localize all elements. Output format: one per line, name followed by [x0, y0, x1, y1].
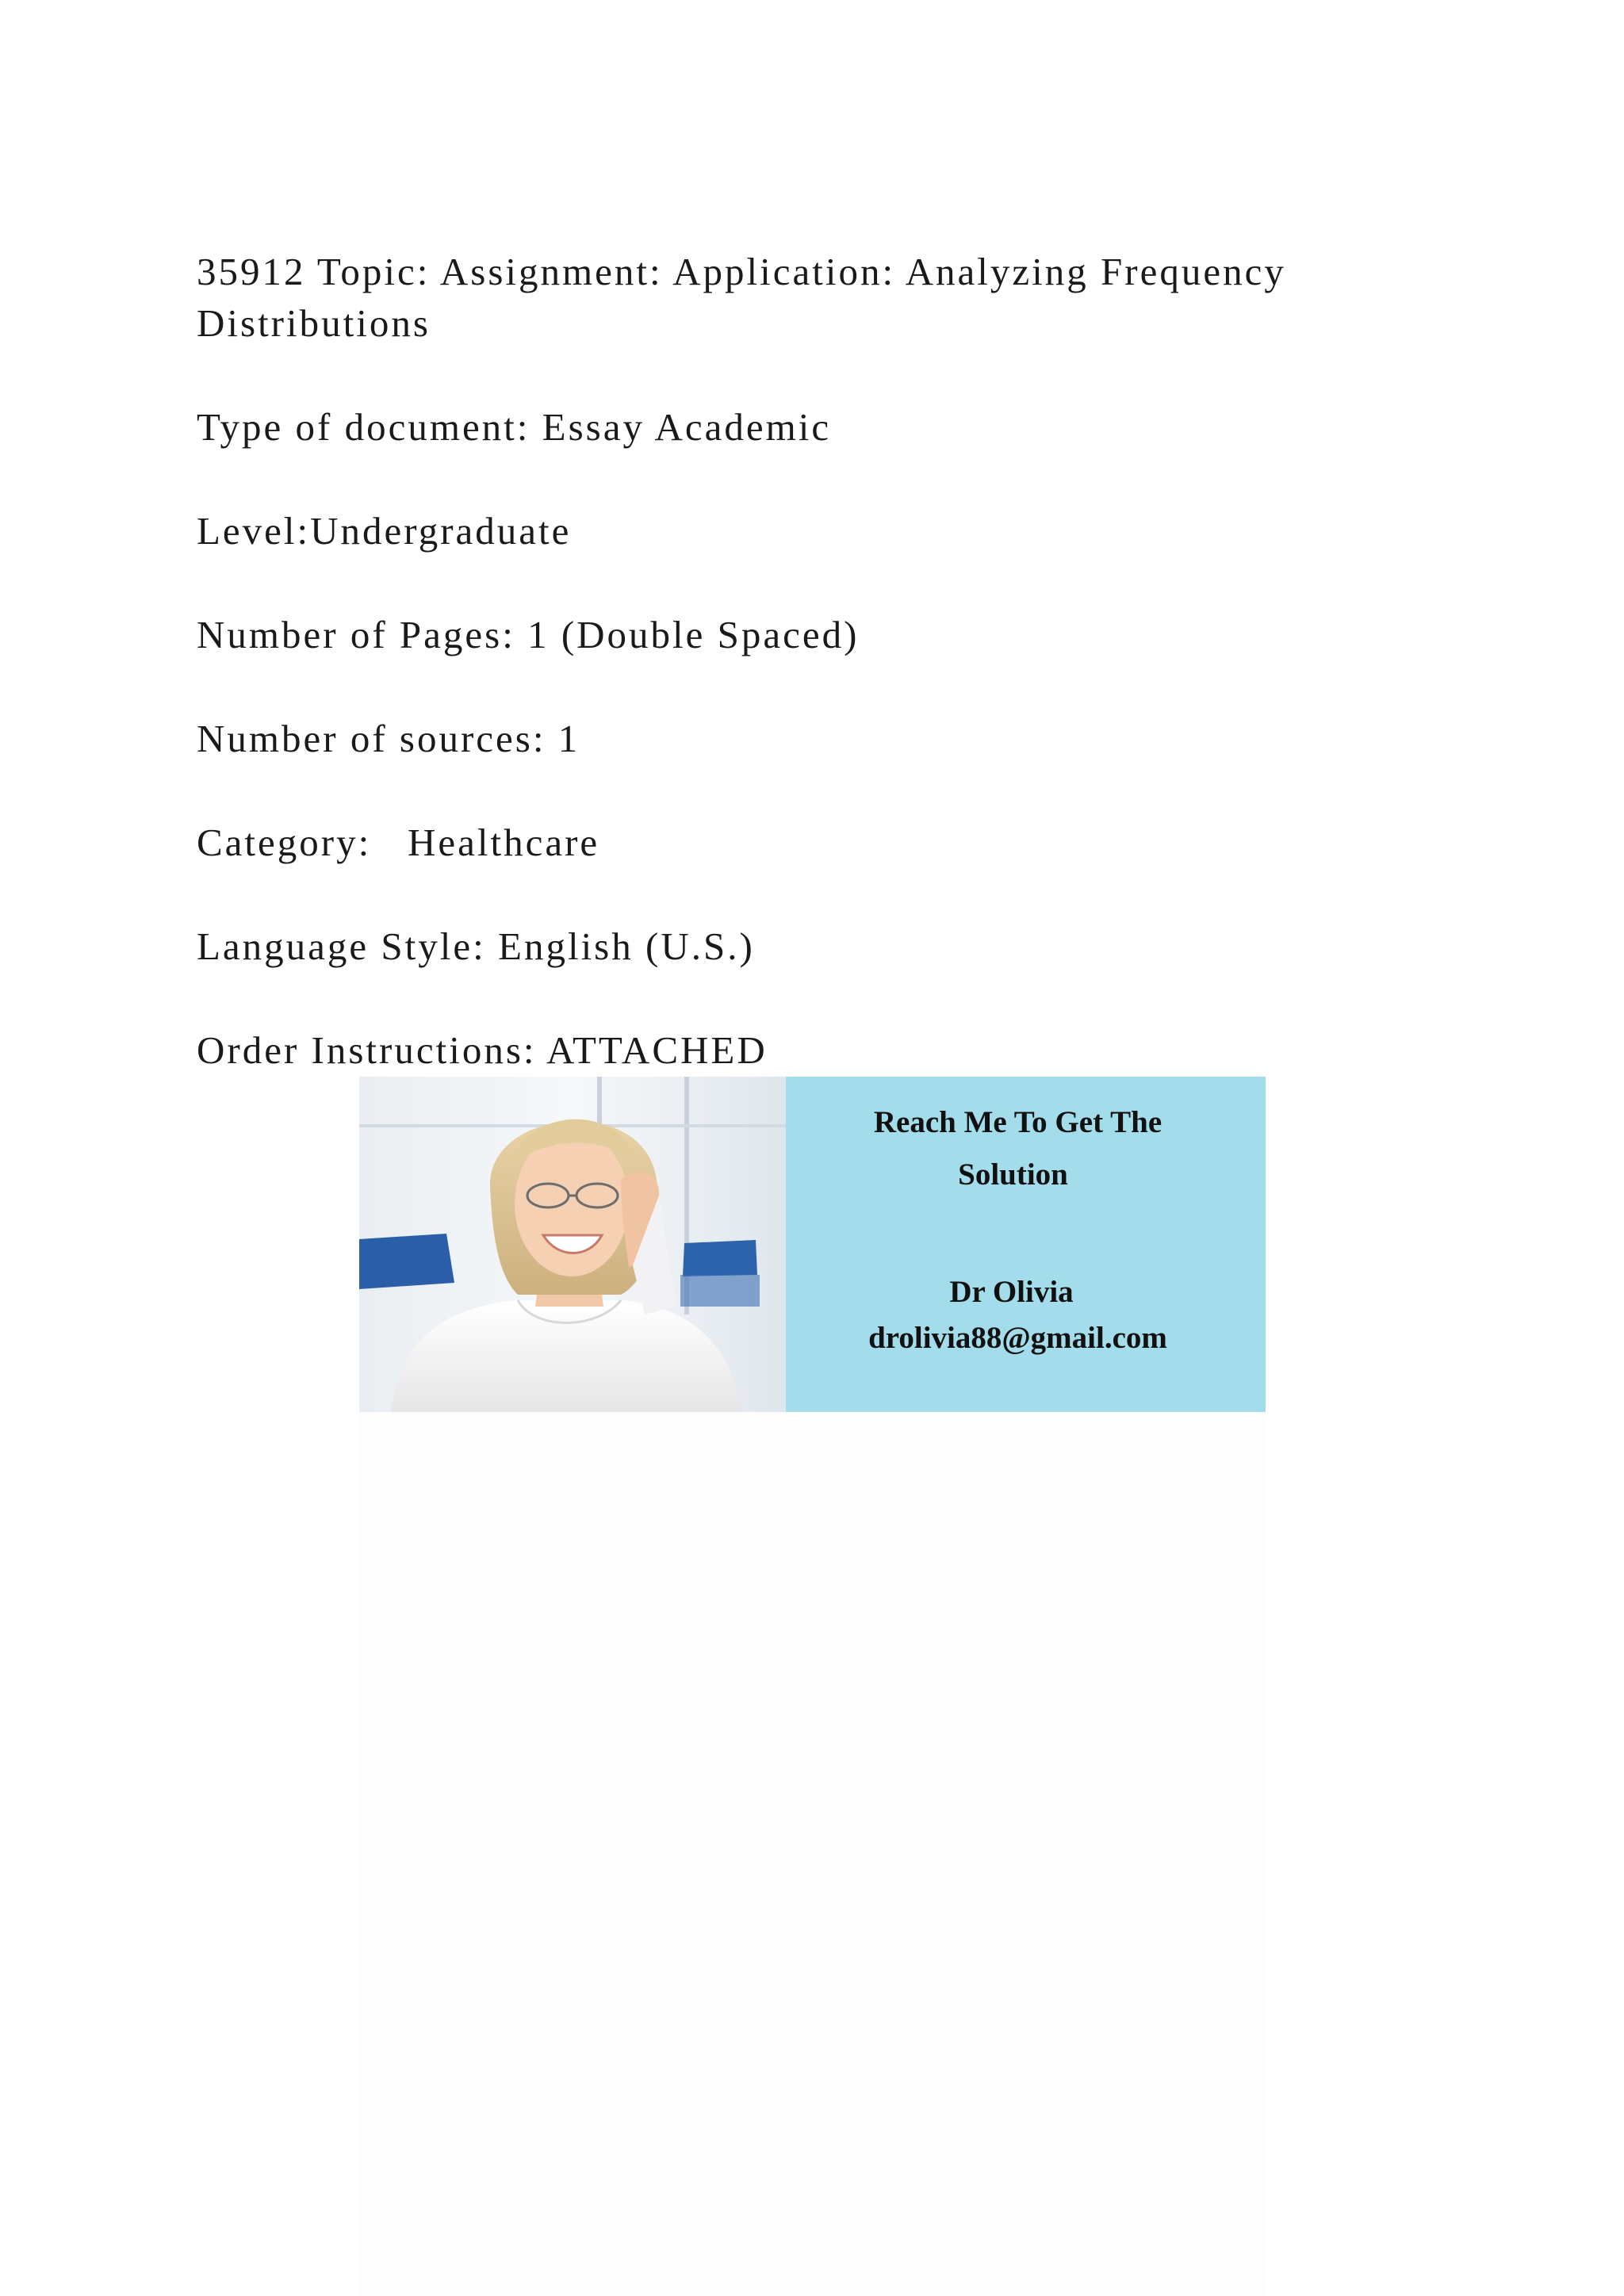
order-instructions-line: Order Instructions: ATTACHED: [197, 1028, 768, 1072]
document-type-line: Type of document: Essay Academic: [197, 405, 832, 449]
cta-headline: Reach Me To Get The: [873, 1105, 1162, 1139]
contact-email: drolivia88@gmail.com: [868, 1321, 1167, 1355]
level-line: Level:Undergraduate: [197, 509, 572, 553]
cta-subline: Solution: [958, 1158, 1068, 1192]
contact-name: Dr Olivia: [949, 1275, 1074, 1309]
order-details: [197, 246, 1434, 1076]
blank-image-area: [359, 1412, 1266, 2296]
contact-info-panel: [786, 1077, 1266, 1412]
category-line: Category: Healthcare: [197, 821, 600, 864]
sources-line: Number of sources: 1: [197, 717, 580, 760]
pages-line: Number of Pages: 1 (Double Spaced): [197, 613, 860, 656]
smiling-woman-photo: [359, 1077, 786, 1412]
contact-banner: [359, 1077, 1266, 1412]
language-style-line: Language Style: English (U.S.): [197, 924, 755, 968]
topic-line: 35912 Topic: Assignment: Application: Analyzing Frequency Distributions: [197, 250, 1299, 345]
